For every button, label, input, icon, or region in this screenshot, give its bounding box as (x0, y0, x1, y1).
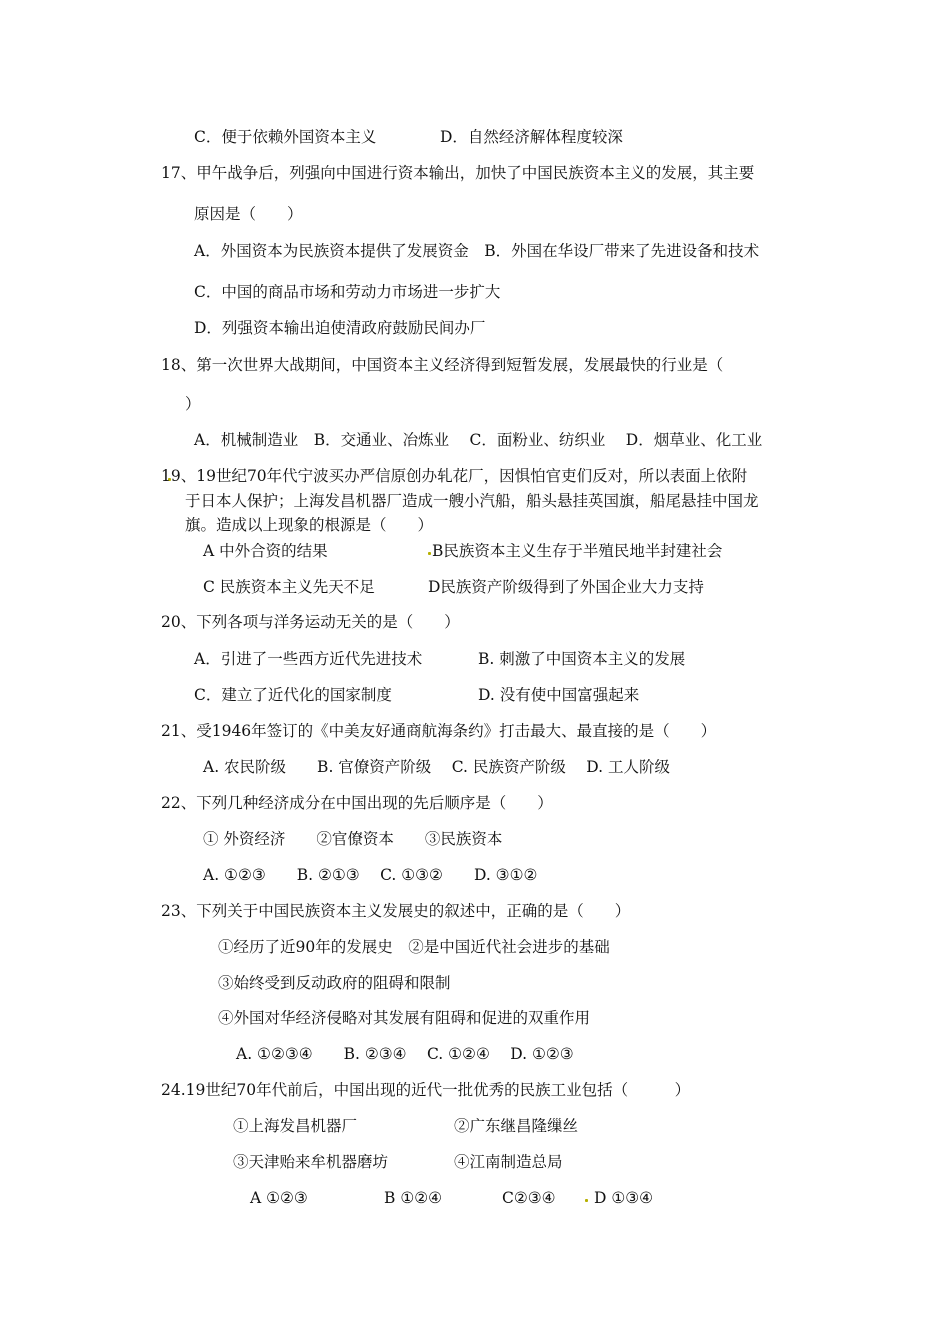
q20-option-c: C．建立了近代化的国家制度 (194, 686, 392, 704)
q23-stem: 23、下列关于中国民族资本主义发展史的叙述中，正确的是（ ） (161, 902, 631, 920)
ink-speck (585, 1199, 588, 1202)
q24-option-d: D ①③④ (594, 1189, 654, 1207)
ink-speck (428, 552, 431, 555)
q20-option-d: D. 没有使中国富强起来 (478, 686, 640, 704)
q23-item-line3: ④外国对华经济侵略对其发展有阻碍和促进的双重作用 (218, 1009, 591, 1027)
q18-stem-line1: 18、第一次世界大战期间，中国资本主义经济得到短暂发展，发展最快的行业是（ (161, 356, 724, 374)
q20-option-b: B. 刺激了中国资本主义的发展 (478, 650, 686, 668)
q18-stem-line2: ） (185, 395, 201, 413)
q19-option-c: C 民族资本主义先天不足 (203, 578, 375, 596)
q24-item-3: ③天津贻来牟机器磨坊 (233, 1153, 389, 1171)
q18-options: A．机械制造业 B．交通业、冶炼业 C．面粉业、纺织业 D．烟草业、化工业 (194, 431, 763, 449)
q19-stem-line1: 19、19世纪70年代宁波买办严信原创办轧花厂，因惧怕官吏们反对，所以表面上依附 (161, 467, 748, 485)
q21-options: A. 农民阶级 B. 官僚资产阶级 C. 民族资产阶级 D. 工人阶级 (203, 758, 671, 776)
q22-items: ① 外资经济 ②官僚资本 ③民族资本 (203, 830, 503, 848)
q23-item-line2: ③始终受到反动政府的阻碍和限制 (218, 974, 451, 992)
q24-item-1: ①上海发昌机器厂 (233, 1117, 358, 1135)
q24-option-c: C②③④ (502, 1189, 556, 1207)
q22-stem: 22、下列几种经济成分在中国出现的先后顺序是（ ） (161, 794, 553, 812)
q23-options: A. ①②③④ B. ②③④ C. ①②④ D. ①②③ (236, 1045, 574, 1063)
q20-option-a: A．引进了一些西方近代先进技术 (194, 650, 423, 668)
q24-stem: 24.19世纪70年代前后，中国出现的近代一批优秀的民族工业包括（ ） (161, 1081, 691, 1099)
q24-option-b: B ①②④ (384, 1189, 443, 1207)
q17-option-c: C．中国的商品市场和劳动力市场进一步扩大 (194, 283, 501, 301)
q20-stem: 20、下列各项与洋务运动无关的是（ ） (161, 613, 460, 631)
q17-options-ab: A．外国资本为民族资本提供了发展资金 B．外国在华设厂带来了先进设备和技术 (194, 242, 760, 260)
q23-item-line1: ①经历了近90年的发展史 ②是中国近代社会进步的基础 (218, 938, 610, 956)
q16-option-c: C．便于依赖外国资本主义 (194, 128, 377, 146)
q22-options: A. ①②③ B. ②①③ C. ①③② D. ③①② (203, 866, 538, 884)
q17-stem-line2: 原因是（ ） (194, 205, 303, 223)
q17-stem-line1: 17、甲午战争后，列强向中国进行资本输出，加快了中国民族资本主义的发展，其主要 (161, 164, 755, 182)
q24-option-a: A ①②③ (250, 1189, 308, 1207)
q24-item-4: ④江南制造总局 (454, 1153, 563, 1171)
q19-option-b: B民族资本主义生存于半殖民地半封建社会 (432, 542, 723, 560)
q19-option-d: D民族资产阶级得到了外国企业大力支持 (428, 578, 704, 596)
q16-option-d: D．自然经济解体程度较深 (440, 128, 623, 146)
q24-item-2: ②广东继昌隆缫丝 (454, 1117, 579, 1135)
q21-stem: 21、受1946年签订的《中美友好通商航海条约》打击最大、最直接的是（ ） (161, 722, 717, 740)
q19-option-a: A 中外合资的结果 (203, 542, 328, 560)
q17-option-d: D．列强资本输出迫使清政府鼓励民间办厂 (194, 319, 486, 337)
q19-stem-line2: 于日本人保护；上海发昌机器厂造成一艘小汽船，船头悬挂英国旗，船尾悬挂中国龙 (185, 492, 759, 510)
q19-stem-line3: 旗。造成以上现象的根源是（ ） (185, 516, 434, 534)
